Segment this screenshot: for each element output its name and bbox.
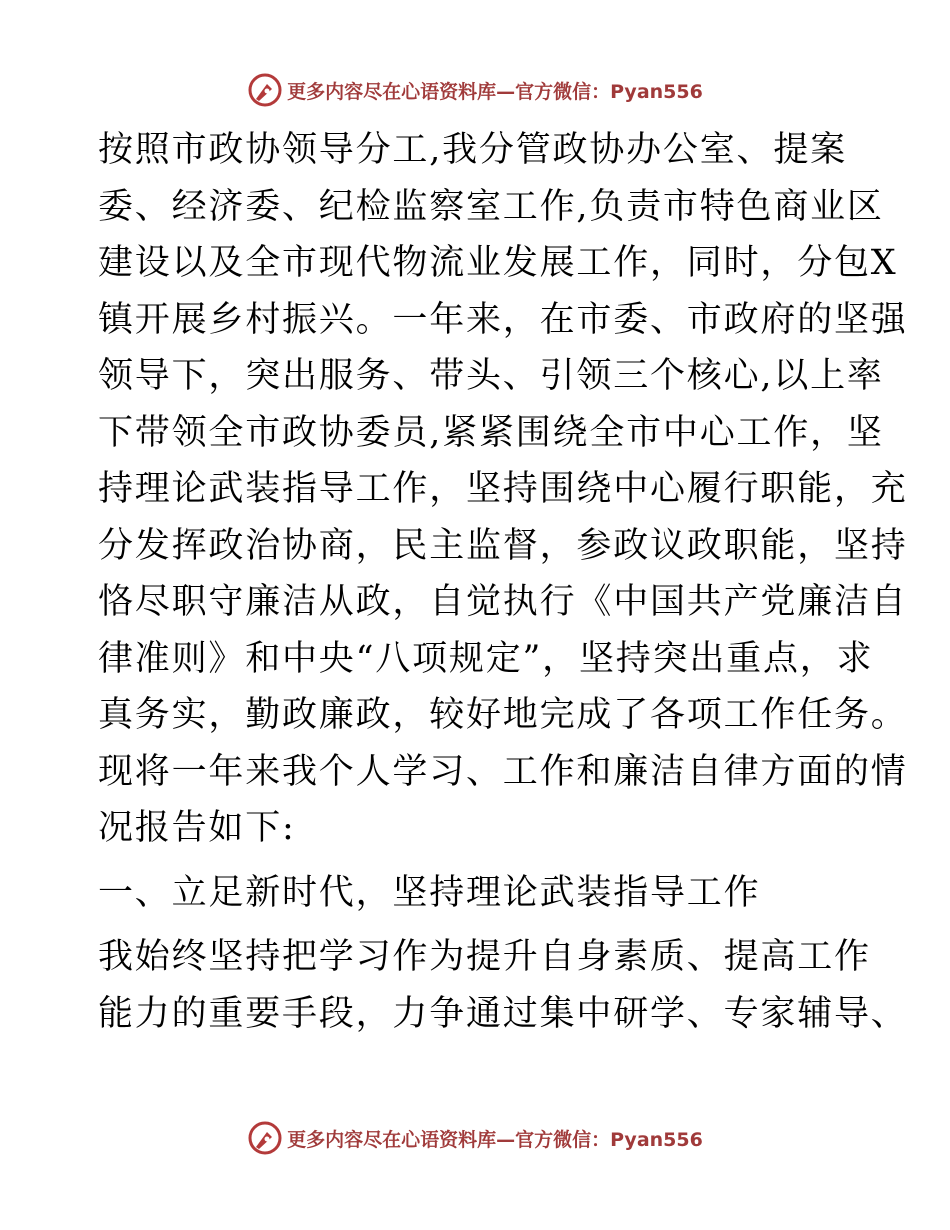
paragraph-gap bbox=[98, 857, 858, 865]
document-body bbox=[98, 122, 908, 1042]
text-line: 我始终坚持把学习作为提升自身素质、提高工作 bbox=[98, 937, 871, 977]
text-line: 持理论武装指导工作，坚持围绕中心履行职能，充 bbox=[98, 469, 908, 509]
footer-watermark bbox=[0, 1118, 950, 1158]
text-line: 分发挥政治协商，民主监督，参政议政职能，坚持 bbox=[98, 525, 908, 566]
pen-nib-circle-icon bbox=[247, 1120, 283, 1156]
text-line: 真务实，勤政廉政，较好地完成了各项工作任务。 bbox=[98, 695, 908, 735]
text-line: 按照市政协领导分工,我分管政协办公室、提案 bbox=[98, 130, 847, 170]
text-line: 下带领全市政协委员,紧紧围绕全市中心工作，坚 bbox=[98, 412, 884, 453]
text-line: 况报告如下: bbox=[98, 808, 296, 848]
text-line: 恪尽职守廉洁从政，自觉执行《中国共产党廉洁自 bbox=[98, 582, 908, 622]
paragraph-gap bbox=[98, 921, 858, 929]
header-watermark bbox=[0, 70, 950, 110]
paragraph-intro bbox=[98, 122, 908, 857]
text-line: 镇开展乡村振兴。一年来，在市委、市政府的坚强 bbox=[98, 299, 908, 340]
heading-line: 一、立足新时代，坚持理论武装指导工作 bbox=[98, 872, 761, 913]
text-line: 领导下，突出服务、带头、引领三个核心,以上率 bbox=[98, 356, 884, 396]
section-heading bbox=[98, 865, 858, 922]
watermark-text: 更多内容尽在心语资料库—官方微信：Pyan556 bbox=[287, 1128, 703, 1151]
text-line: 委、经济委、纪检监察室工作,负责市特色商业区 bbox=[98, 186, 884, 227]
text-line: 现将一年来我个人学习、工作和廉洁自律方面的情 bbox=[98, 751, 908, 792]
text-line: 建设以及全市现代物流业发展工作，同时，分包X bbox=[98, 243, 898, 283]
pen-nib-circle-icon bbox=[247, 72, 283, 108]
watermark-text: 更多内容尽在心语资料库—官方微信：Pyan556 bbox=[287, 80, 703, 103]
text-line: 律准则》和中央“八项规定”，坚持突出重点，求 bbox=[98, 638, 874, 679]
text-line: 能力的重要手段，力争通过集中研学、专家辅导、 bbox=[98, 993, 908, 1034]
paragraph-study bbox=[98, 929, 908, 1042]
